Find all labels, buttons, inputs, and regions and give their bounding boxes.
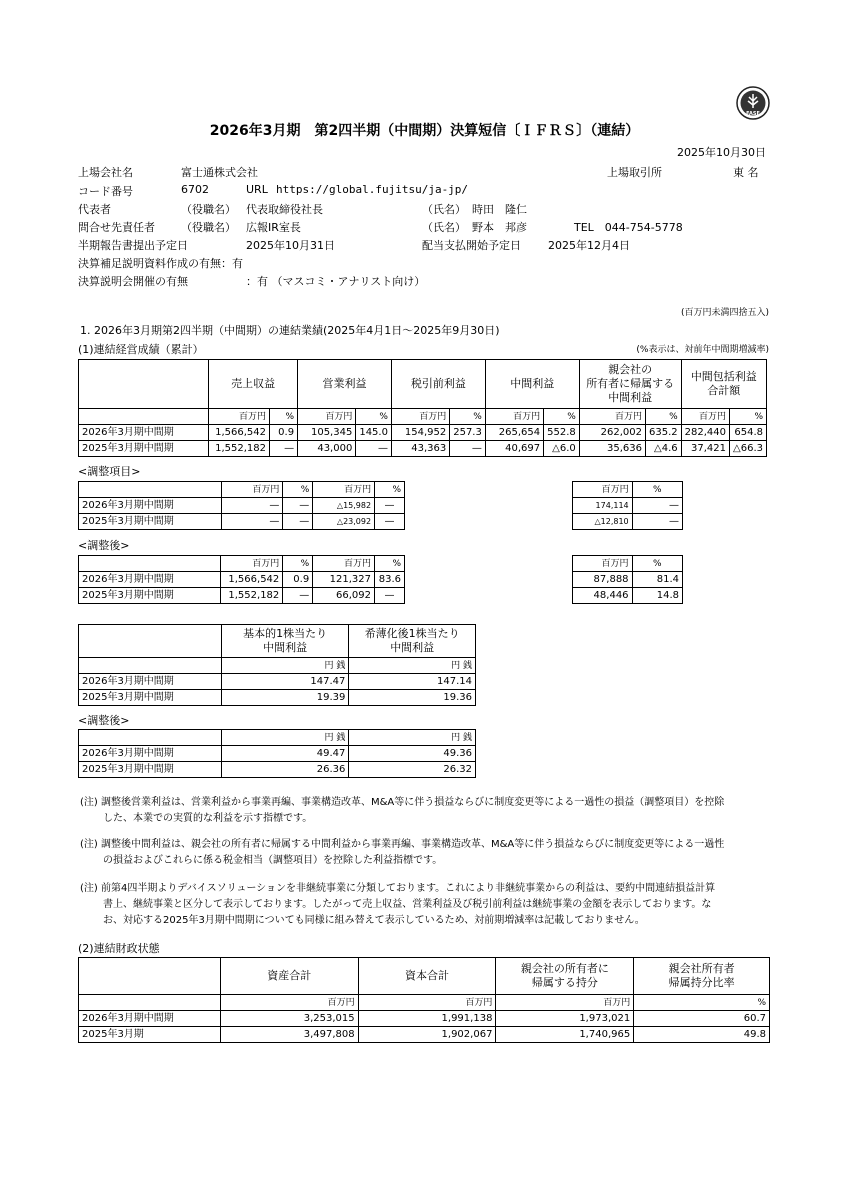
svg-text:FASF: FASF [746,111,760,117]
report-date-label: 半期報告書提出予定日 [78,239,188,252]
unit-p: % [645,409,681,425]
eps-table [78,624,476,706]
section1-subtitle: (1)連結経営成績（累計） [78,343,204,356]
cell: 1,973,021 [496,1011,634,1027]
unit-p: % [632,482,682,498]
table-row [79,762,476,778]
header-diluted-eps: 希薄化後1株当たり 中間利益 [349,625,476,658]
unit-m: 百万円 [313,556,375,572]
table-row [79,441,767,457]
note-line: (注) 調整後営業利益は、営業利益から事業再編、事業構造改革、M&A等に伴う損益ならびに制度変更等による一過性の損益（調整項目）を控除 [80,797,725,808]
cell: 48,446 [573,588,633,604]
briefing-label: 決算説明会開催の有無 [78,275,188,288]
cell: — [221,514,283,530]
unit-p: % [283,482,313,498]
cell: △12,810 [573,514,633,530]
cell: 265,654 [485,425,543,441]
note-3 [80,881,715,929]
cell: — [283,514,313,530]
header-total-assets: 資産合計 [220,958,358,995]
header-operating-profit: 営業利益 [298,360,392,409]
cell: — [450,441,486,457]
cell: 49.8 [634,1027,770,1043]
rep-role-label: （役職名） [181,203,236,216]
cell: — [283,498,313,514]
table-row [79,498,405,514]
cell: 83.6 [374,572,404,588]
unit-p: % [283,556,313,572]
cell: 1,566,542 [209,425,270,441]
table-row [573,588,683,604]
rep-label: 代表者 [78,203,111,216]
cell: 37,421 [681,441,729,457]
briefing-value: ：有 （マスコミ・アナリスト向け） [246,275,426,288]
row-label: 2026年3月期中間期 [79,498,222,514]
note-line: (注) 前第4四半期よりデバイスソリューションを非継続事業に分類しております。これにより非継続事業からの利益は、要約中間連結損益計算 [80,883,716,894]
unit-p: % [632,556,682,572]
note-1 [80,795,724,827]
cell: — [270,441,298,457]
cell: 1,552,182 [209,441,270,457]
cell: 145.0 [356,425,392,441]
header-equity-ratio: 親会社所有者 帰属持分比率 [634,958,770,995]
unit-empty [79,995,221,1011]
note-line: した、本業での実質的な利益を示す指標です。 [103,813,313,824]
unit-m: 百万円 [313,482,375,498]
adjustment-table-left [78,481,405,530]
cell: 1,991,138 [358,1011,496,1027]
cell: 1,552,182 [221,588,283,604]
unit-m: 百万円 [579,409,645,425]
cell: — [632,498,682,514]
page-title: 2026年3月期 第2四半期（中間期）決算短信〔ＩＦＲＳ〕（連結） [209,123,640,139]
unit-p: % [374,556,404,572]
unit-m: 百万円 [681,409,729,425]
section1-note: (%表示は、対前年中間期増減率) [636,345,769,355]
cell: 147.47 [221,674,349,690]
header-owners-equity: 親会社の所有者に 帰属する持分 [496,958,634,995]
cell: 257.3 [450,425,486,441]
cell: 87,888 [573,572,633,588]
supplement-line: 決算補足説明資料作成の有無：有 [78,257,243,270]
dividend-value: 2025年12月4日 [548,239,630,252]
cell: 3,253,015 [220,1011,358,1027]
unit-p: % [270,409,298,425]
header-total-equity: 資本合計 [358,958,496,995]
rounding-note: (百万円未満四捨五入) [680,308,769,318]
row-label: 2026年3月期中間期 [79,572,221,588]
cell: 19.36 [349,690,476,706]
cell: 1,740,965 [496,1027,634,1043]
contact-role-label: （役職名） [181,221,236,234]
header-revenue: 売上収益 [209,360,298,409]
cell: 81.4 [632,572,682,588]
cell: 60.7 [634,1011,770,1027]
table-row [79,674,476,690]
row-label: 2026年3月期中間期 [79,425,209,441]
fasf-logo-icon [736,86,770,120]
cell: 49.47 [221,746,349,762]
cell: 121,327 [313,572,375,588]
adjusted-eps-table [78,729,476,778]
header-empty [79,625,222,658]
cell: 105,345 [298,425,356,441]
dividend-label: 配当支払開始予定日 [422,239,521,252]
unit-p: % [729,409,766,425]
cell: 49.36 [349,746,476,762]
unit-m: 百万円 [298,409,356,425]
cell: 174,114 [573,498,633,514]
unit-empty [79,730,222,746]
table-row [79,588,405,604]
unit-m: 百万円 [496,995,634,1011]
row-label: 2025年3月期 [79,1027,221,1043]
report-date-value: 2025年10月31日 [246,239,335,252]
unit-empty [79,658,222,674]
cell: — [374,588,404,604]
cell: 262,002 [579,425,645,441]
adjusted-table-left [78,555,405,604]
unit-m: 百万円 [573,482,633,498]
section1-title: 1. 2026年3月期第2四半期（中間期）の連結業績(2025年4月1日～2025年9月30日) [80,324,500,337]
header-empty [79,360,209,409]
eps-after-adjustment-label: <調整後> [78,714,130,727]
rep-name: 時田 隆仁 [472,203,527,216]
cell: — [375,498,405,514]
table-row [79,572,405,588]
cell: — [375,514,405,530]
row-label: 2026年3月期中間期 [79,1011,221,1027]
unit-p: % [634,995,770,1011]
header-owners-profit: 親会社の 所有者に帰属する 中間利益 [579,360,681,409]
cell: — [356,441,392,457]
row-label: 2026年3月期中間期 [79,746,222,762]
unit-p: % [375,482,405,498]
row-label: 2025年3月期中間期 [79,762,222,778]
header-interim-profit: 中間利益 [485,360,579,409]
unit-m: 百万円 [573,556,633,572]
cell: 35,636 [579,441,645,457]
note-line: 書上、継続事業と区分して表示しております。したがって売上収益、営業利益及び税引前利益は継続事業の金額を表示しております。な [103,899,712,910]
rep-role: 代表取締役社長 [246,203,323,216]
unit-m: 百万円 [485,409,543,425]
cell: 552.8 [544,425,580,441]
table-row [573,572,683,588]
table-row [79,1027,770,1043]
unit-yen: 円 銭 [349,658,476,674]
contact-label: 問合せ先責任者 [78,221,155,234]
unit-empty [79,556,221,572]
section2-title: (2)連結財政状態 [78,942,160,955]
row-label: 2025年3月期中間期 [79,588,221,604]
table-row [79,1011,770,1027]
unit-m: 百万円 [220,995,358,1011]
adjusted-table-right [572,555,683,604]
cell: 19.39 [221,690,349,706]
row-label: 2025年3月期中間期 [79,441,209,457]
unit-empty [79,409,209,425]
table-row [79,690,476,706]
note-line: (注) 調整後中間利益は、親会社の所有者に帰属する中間利益から事業再編、事業構造改革、M&A等に伴う損益ならびに制度変更等による一過性 [80,839,725,850]
cell: 3,497,808 [220,1027,358,1043]
table-row [79,425,767,441]
exchange-label: 上場取引所 [607,166,662,179]
header-pretax-profit: 税引前利益 [391,360,485,409]
unit-p: % [544,409,580,425]
contact-name: 野本 邦彦 [472,221,527,234]
unit-p: % [356,409,392,425]
row-label: 2025年3月期中間期 [79,514,222,530]
adjustment-table-right [572,481,683,530]
cell: 1,566,542 [221,572,283,588]
after-adjustment-label: <調整後> [78,539,130,552]
note-line: の損益およびこれらに係る税金相当（調整項目）を控除した利益指標です。 [103,855,443,866]
rep-name-label: （氏名） [422,203,466,216]
header-empty [79,958,221,995]
unit-yen: 円 銭 [221,658,349,674]
cell: △66.3 [729,441,766,457]
cell: 0.9 [270,425,298,441]
unit-m: 百万円 [358,995,496,1011]
report-date: 2025年10月30日 [677,146,766,159]
table-row [573,514,683,530]
header-comprehensive-income: 中間包括利益 合計額 [681,360,766,409]
company-label: 上場会社名 [78,166,133,179]
contact-name-label: （氏名） [422,221,466,234]
adjustment-label: <調整項目> [78,465,141,478]
url-label: URL [246,183,268,196]
unit-m: 百万円 [209,409,270,425]
company-name: 富士通株式会社 [181,166,258,179]
note-2 [80,837,724,869]
cell: 147.14 [349,674,476,690]
unit-m: 百万円 [391,409,449,425]
unit-yen: 円 銭 [221,730,349,746]
unit-p: % [450,409,486,425]
cell: 26.32 [349,762,476,778]
cell: 635.2 [645,425,681,441]
cell: 282,440 [681,425,729,441]
cell: 654.8 [729,425,766,441]
table-row [573,498,683,514]
unit-m: 百万円 [221,556,283,572]
operating-results-table [78,359,767,457]
unit-empty [79,482,222,498]
cell: — [283,588,313,604]
unit-yen: 円 銭 [349,730,476,746]
code-value: 6702 [181,183,209,196]
unit-m: 百万円 [221,482,283,498]
header-basic-eps: 基本的1株当たり 中間利益 [221,625,349,658]
cell: — [221,498,283,514]
company-url-link[interactable]: https://global.fujitsu/ja-jp/ [276,183,469,196]
code-label: コード番号 [78,185,133,198]
contact-role: 広報IR室長 [246,221,301,234]
cell: 1,902,067 [358,1027,496,1043]
cell: △23,092 [313,514,375,530]
row-label: 2026年3月期中間期 [79,674,222,690]
cell: 0.9 [283,572,313,588]
cell: 43,363 [391,441,449,457]
cell: 66,092 [313,588,375,604]
cell: 43,000 [298,441,356,457]
financial-position-table [78,957,770,1043]
cell: △4.6 [645,441,681,457]
cell: △6.0 [544,441,580,457]
cell: 40,697 [485,441,543,457]
table-row [79,514,405,530]
exchange-value: 東 名 [733,166,759,179]
contact-tel: TEL 044-754-5778 [574,221,683,234]
cell: 154,952 [391,425,449,441]
cell: — [632,514,682,530]
note-line: お、対応する2025年3月期中間期についても同様に組み替えて表示しているため、対前期増減率は記載しておりません。 [103,915,645,926]
cell: 14.8 [632,588,682,604]
cell: 26.36 [221,762,349,778]
cell: △15,982 [313,498,375,514]
row-label: 2025年3月期中間期 [79,690,222,706]
table-row [79,746,476,762]
